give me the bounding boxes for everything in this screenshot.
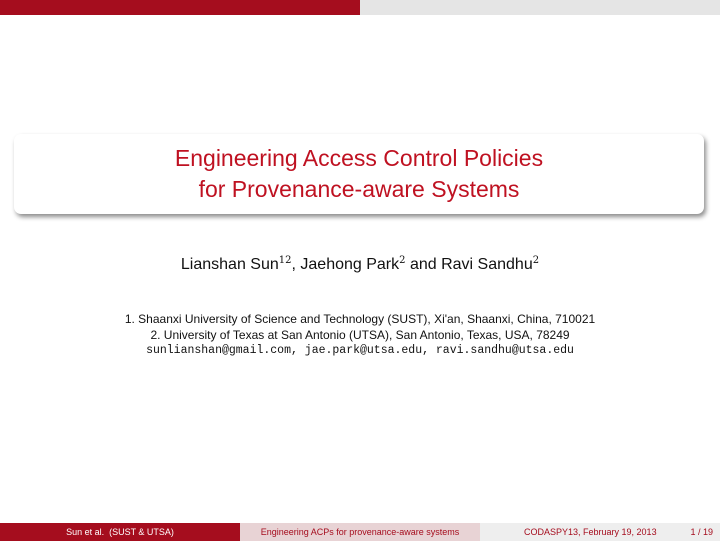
top-bar-accent-segment [0, 0, 360, 15]
author-list [0, 256, 720, 274]
author-separator: , [291, 256, 301, 273]
affiliation-2: 2. University of Texas at San Antonio (UTSA), San Antonio, Texas, USA, 78249 [150, 328, 570, 342]
top-progress-bar [0, 0, 720, 15]
author-affiliation-mark: 2 [532, 255, 540, 266]
author-name: Jaehong Park [300, 256, 400, 273]
footer-short-title: Engineering ACPs for provenance-aware systems [260, 527, 460, 537]
author-emails: sunlianshan@gmail.com, jae.park@utsa.edu, ravi.sandhu@utsa.edu [146, 344, 574, 357]
author-name: Ravi Sandhu [441, 256, 533, 273]
footer-bar [0, 523, 720, 541]
affiliation-1: 1. Shaanxi University of Science and Technology (SUST), Xi'an, Shaanxi, China, 710021 [124, 312, 596, 326]
footer-date-segment [480, 523, 720, 541]
footer-author-text: Sun et al. (SUST & UTSA) [66, 527, 174, 537]
slide-title-line-1: Engineering Access Control Policies [174, 145, 544, 171]
footer-page-number: 1 / 19 [690, 527, 713, 537]
author-name: Lianshan Sun [180, 256, 279, 273]
affiliations-block [0, 311, 720, 359]
author-affiliation-mark: 12 [278, 255, 292, 266]
title-block [14, 134, 704, 214]
footer-author-segment [0, 523, 240, 541]
slide-title-line-2: for Provenance-aware Systems [198, 176, 520, 202]
footer-date: CODASPY13, February 19, 2013 [524, 527, 657, 537]
author-separator: and [405, 256, 442, 273]
footer-title-segment [240, 523, 480, 541]
author-affiliation-mark: 2 [399, 255, 406, 266]
top-bar-light-segment [360, 0, 720, 15]
